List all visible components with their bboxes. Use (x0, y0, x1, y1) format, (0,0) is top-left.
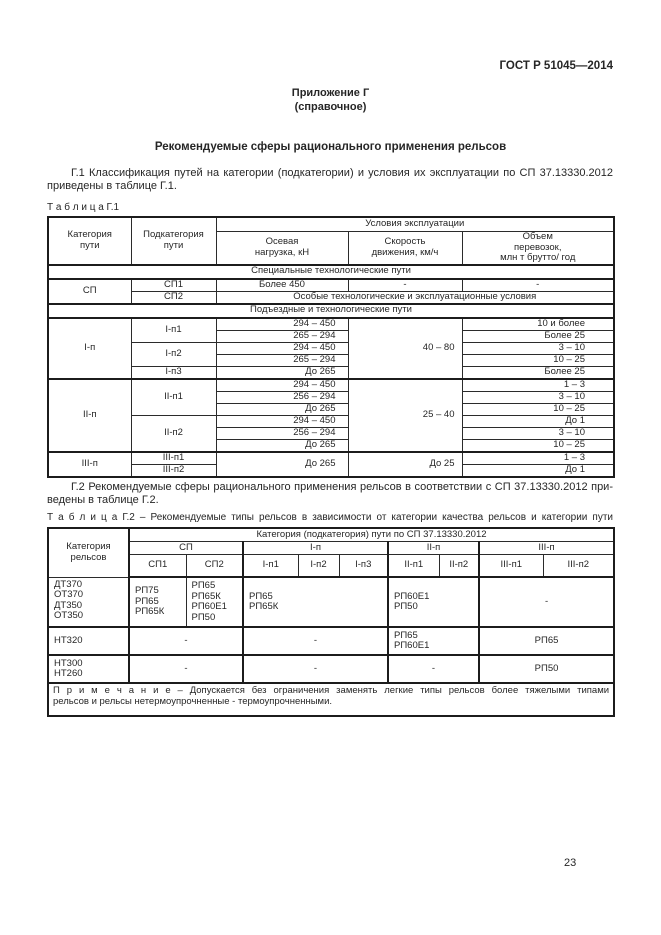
t1-cell-volume: 1 – 3 (462, 452, 614, 465)
line: РП50 (394, 601, 418, 612)
t1-cell-load: 265 – 294 (216, 354, 348, 366)
t1-cell-load: Более 450 (216, 279, 348, 292)
t1-cell-volume: 10 – 25 (462, 403, 614, 415)
t2-header-group-iiip: III-п (479, 542, 614, 555)
line: РП60Е1 (191, 601, 227, 612)
line: нагрузка, кН (254, 246, 310, 258)
t2-header-path-category: Категория (подкатегория) пути по СП 37.13330.2012 (129, 528, 614, 542)
t2-cell-rail-types: - (129, 627, 243, 655)
t1-cell-load: До 265 (216, 366, 348, 379)
t1-cell-volume: 3 – 10 (462, 391, 614, 403)
line: НТ260 (54, 668, 83, 679)
line: Осевая (265, 236, 299, 248)
t2-header-rail-category (48, 528, 129, 577)
t2-cell-rail-types (243, 577, 388, 627)
appendix-type: (справочное) (294, 100, 367, 113)
t1-cell-speed: 25 – 40 (348, 379, 462, 452)
t1-header-speed (348, 232, 462, 265)
t1-cell-subcategory: III-п2 (131, 464, 216, 477)
table-g1-caption: Т а б л и ц а Г.1 (47, 202, 120, 213)
t2-note (48, 683, 614, 716)
line: РП60Е1 (394, 640, 430, 651)
t1-cell-load: До 265 (216, 452, 348, 477)
t1-header-volume (462, 232, 614, 265)
paragraph-g2-line2: ведены в таблице Г.2. (47, 494, 159, 506)
paragraph-g2 (47, 481, 613, 507)
t1-cell-volume: 10 – 25 (462, 439, 614, 452)
t1-cell-speed: До 25 (348, 452, 462, 477)
t1-cell-subcategory: СП2 (131, 291, 216, 304)
t2-note-line2: рельсов и рельсы нетермоупрочненные - термоупрочненными. (53, 695, 333, 707)
line: РП65 (394, 629, 418, 641)
t2-subcol: СП2 (186, 555, 243, 578)
t1-cell-volume: До 1 (462, 464, 614, 477)
line: ДТ370 (54, 578, 83, 590)
t2-subcol: II-п2 (439, 555, 479, 578)
t1-cell-load: До 265 (216, 439, 348, 452)
t2-header-group-iip: II-п (388, 542, 479, 555)
line: перевозок, (514, 241, 562, 253)
t2-header-group-ip: I-п (243, 542, 388, 555)
t1-header-category (48, 217, 131, 265)
line: пути (79, 239, 100, 251)
t2-cell-rails (48, 627, 129, 655)
t1-cell-load: 294 – 450 (216, 415, 348, 427)
paragraph-g1-line2: приведены в таблице Г.1. (47, 180, 177, 192)
t2-cell-rail-types: - (243, 655, 388, 683)
t1-cell-category: I-п (48, 318, 131, 379)
page-number: 23 (564, 857, 577, 869)
line: ДТ350 (54, 599, 83, 611)
paragraph-g2-line1: Г.2 Рекомендуемые сферы рационального применения рельсов в соответствии с СП 37.13330.2012 при- (71, 481, 613, 493)
t1-cell-subcategory: III-п1 (131, 452, 216, 465)
t1-cell-volume: 10 – 25 (462, 354, 614, 366)
line: Категория (67, 229, 112, 241)
line: РП50 (191, 611, 216, 623)
standard-reference: ГОСТ Р 51045—2014 (499, 60, 613, 72)
t2-cell-rail-types (388, 577, 479, 627)
t1-cell-subcategory: I-п1 (131, 318, 216, 343)
t1-cell-load: 256 – 294 (216, 427, 348, 439)
table-g1 (47, 216, 615, 478)
t1-cell-subcategory: СП1 (131, 279, 216, 292)
t2-cell-rail-types (186, 577, 243, 627)
t1-cell-load: До 265 (216, 403, 348, 415)
t2-cell-rails (48, 655, 129, 683)
t1-cell-load: 256 – 294 (216, 391, 348, 403)
t1-cell-load: 265 – 294 (216, 330, 348, 342)
t1-cell-load: 294 – 450 (216, 379, 348, 392)
t1-cell-category: II-п (48, 379, 131, 452)
t1-cell-subcategory: II-п1 (131, 379, 216, 416)
t1-cell-volume: Более 25 (462, 366, 614, 379)
line: Категория (66, 541, 111, 553)
appendix-label: Приложение Г (291, 87, 370, 99)
t2-subcol: СП1 (129, 555, 186, 578)
line: РП65 (191, 580, 216, 591)
t1-cell-load: 294 – 450 (216, 318, 348, 331)
t1-cell-volume: - (462, 279, 614, 292)
table-g2-caption: Т а б л и ц а Г.2 – Рекомендуемые типы рельсов в зависимости от категории качества рельсов и категории пути (47, 512, 613, 523)
t1-cell-subcategory: I-п3 (131, 366, 216, 379)
t1-cell-volume: 1 – 3 (462, 379, 614, 392)
line: НТ300 (54, 657, 83, 669)
t2-header-group-sp: СП (129, 542, 243, 555)
line: РП65К (249, 601, 279, 612)
t1-cell-category: III-п (48, 452, 131, 477)
t1-cell-volume: 10 и более (462, 318, 614, 331)
line: РП60Е1 (394, 590, 430, 602)
t2-cell-rail-types: РП65 (479, 627, 614, 655)
line: РП65 (135, 595, 159, 607)
line: Подкатегория (143, 229, 204, 241)
t1-cell-volume: Более 25 (462, 330, 614, 342)
t2-subcol: I-п1 (243, 555, 298, 578)
t1-header-subcategory (131, 217, 216, 265)
line: РП65 (249, 590, 273, 602)
line: рельсов (70, 551, 107, 563)
t1-cell-special-conditions: Особые технологические и эксплуатационные условия (216, 291, 614, 304)
t1-section-special: Специальные технологические пути (48, 265, 614, 279)
t1-cell-speed: 40 – 80 (348, 318, 462, 379)
t2-subcol: III-п2 (543, 555, 614, 578)
t2-cell-rail-types (129, 577, 186, 627)
t1-cell-subcategory: I-п2 (131, 342, 216, 366)
appendix-heading (0, 87, 661, 114)
t1-cell-volume: 3 – 10 (462, 427, 614, 439)
line: движения, км/ч (371, 246, 439, 258)
line: ОТ370 (54, 589, 84, 600)
document-title: Рекомендуемые сферы рационального применения рельсов (154, 141, 507, 153)
t1-header-conditions: Условия эксплуатации (216, 217, 614, 232)
paragraph-g1 (47, 167, 613, 193)
t1-cell-load: 294 – 450 (216, 342, 348, 354)
t2-note-line1: П р и м е ч а н и е – Допускается без ограничения заменять легкие типы рельсов более тяжелыми типами (53, 685, 610, 696)
line: РП65К (191, 590, 221, 602)
line: млн т брутто/ год (500, 252, 576, 263)
t1-cell-subcategory: II-п2 (131, 415, 216, 452)
table-g2 (47, 527, 615, 717)
t2-subcol: I-п3 (339, 555, 388, 578)
t2-cell-rail-types: - (129, 655, 243, 683)
t1-cell-volume: До 1 (462, 415, 614, 427)
t2-subcol: III-п1 (479, 555, 543, 578)
line: НТ320 (54, 634, 83, 646)
line: пути (163, 239, 184, 251)
line: Скорость (384, 236, 426, 248)
line: ОТ350 (54, 610, 84, 621)
t1-cell-volume: 3 – 10 (462, 342, 614, 354)
t1-cell-category: СП (48, 279, 131, 304)
t1-section-access: Подъездные и технологические пути (48, 304, 614, 318)
t2-cell-rail-types: - (388, 655, 479, 683)
t2-cell-rail-types (388, 627, 479, 655)
t2-subcol: II-п1 (388, 555, 439, 578)
t2-cell-rails (48, 577, 129, 627)
t1-cell-speed: - (348, 279, 462, 292)
t2-cell-rail-types: РП50 (479, 655, 614, 683)
t2-cell-rail-types: - (243, 627, 388, 655)
line: РП75 (135, 585, 159, 597)
t1-header-axle-load (216, 232, 348, 265)
line: Объем (522, 231, 553, 242)
line: РП65К (135, 606, 165, 618)
paragraph-g1-line1: Г.1 Классификация путей на категории (подкатегории) и условия их эксплуатации по СП 37.13330.2012 (71, 167, 613, 179)
t2-subcol: I-п2 (298, 555, 339, 578)
t2-cell-rail-types: - (479, 577, 614, 627)
